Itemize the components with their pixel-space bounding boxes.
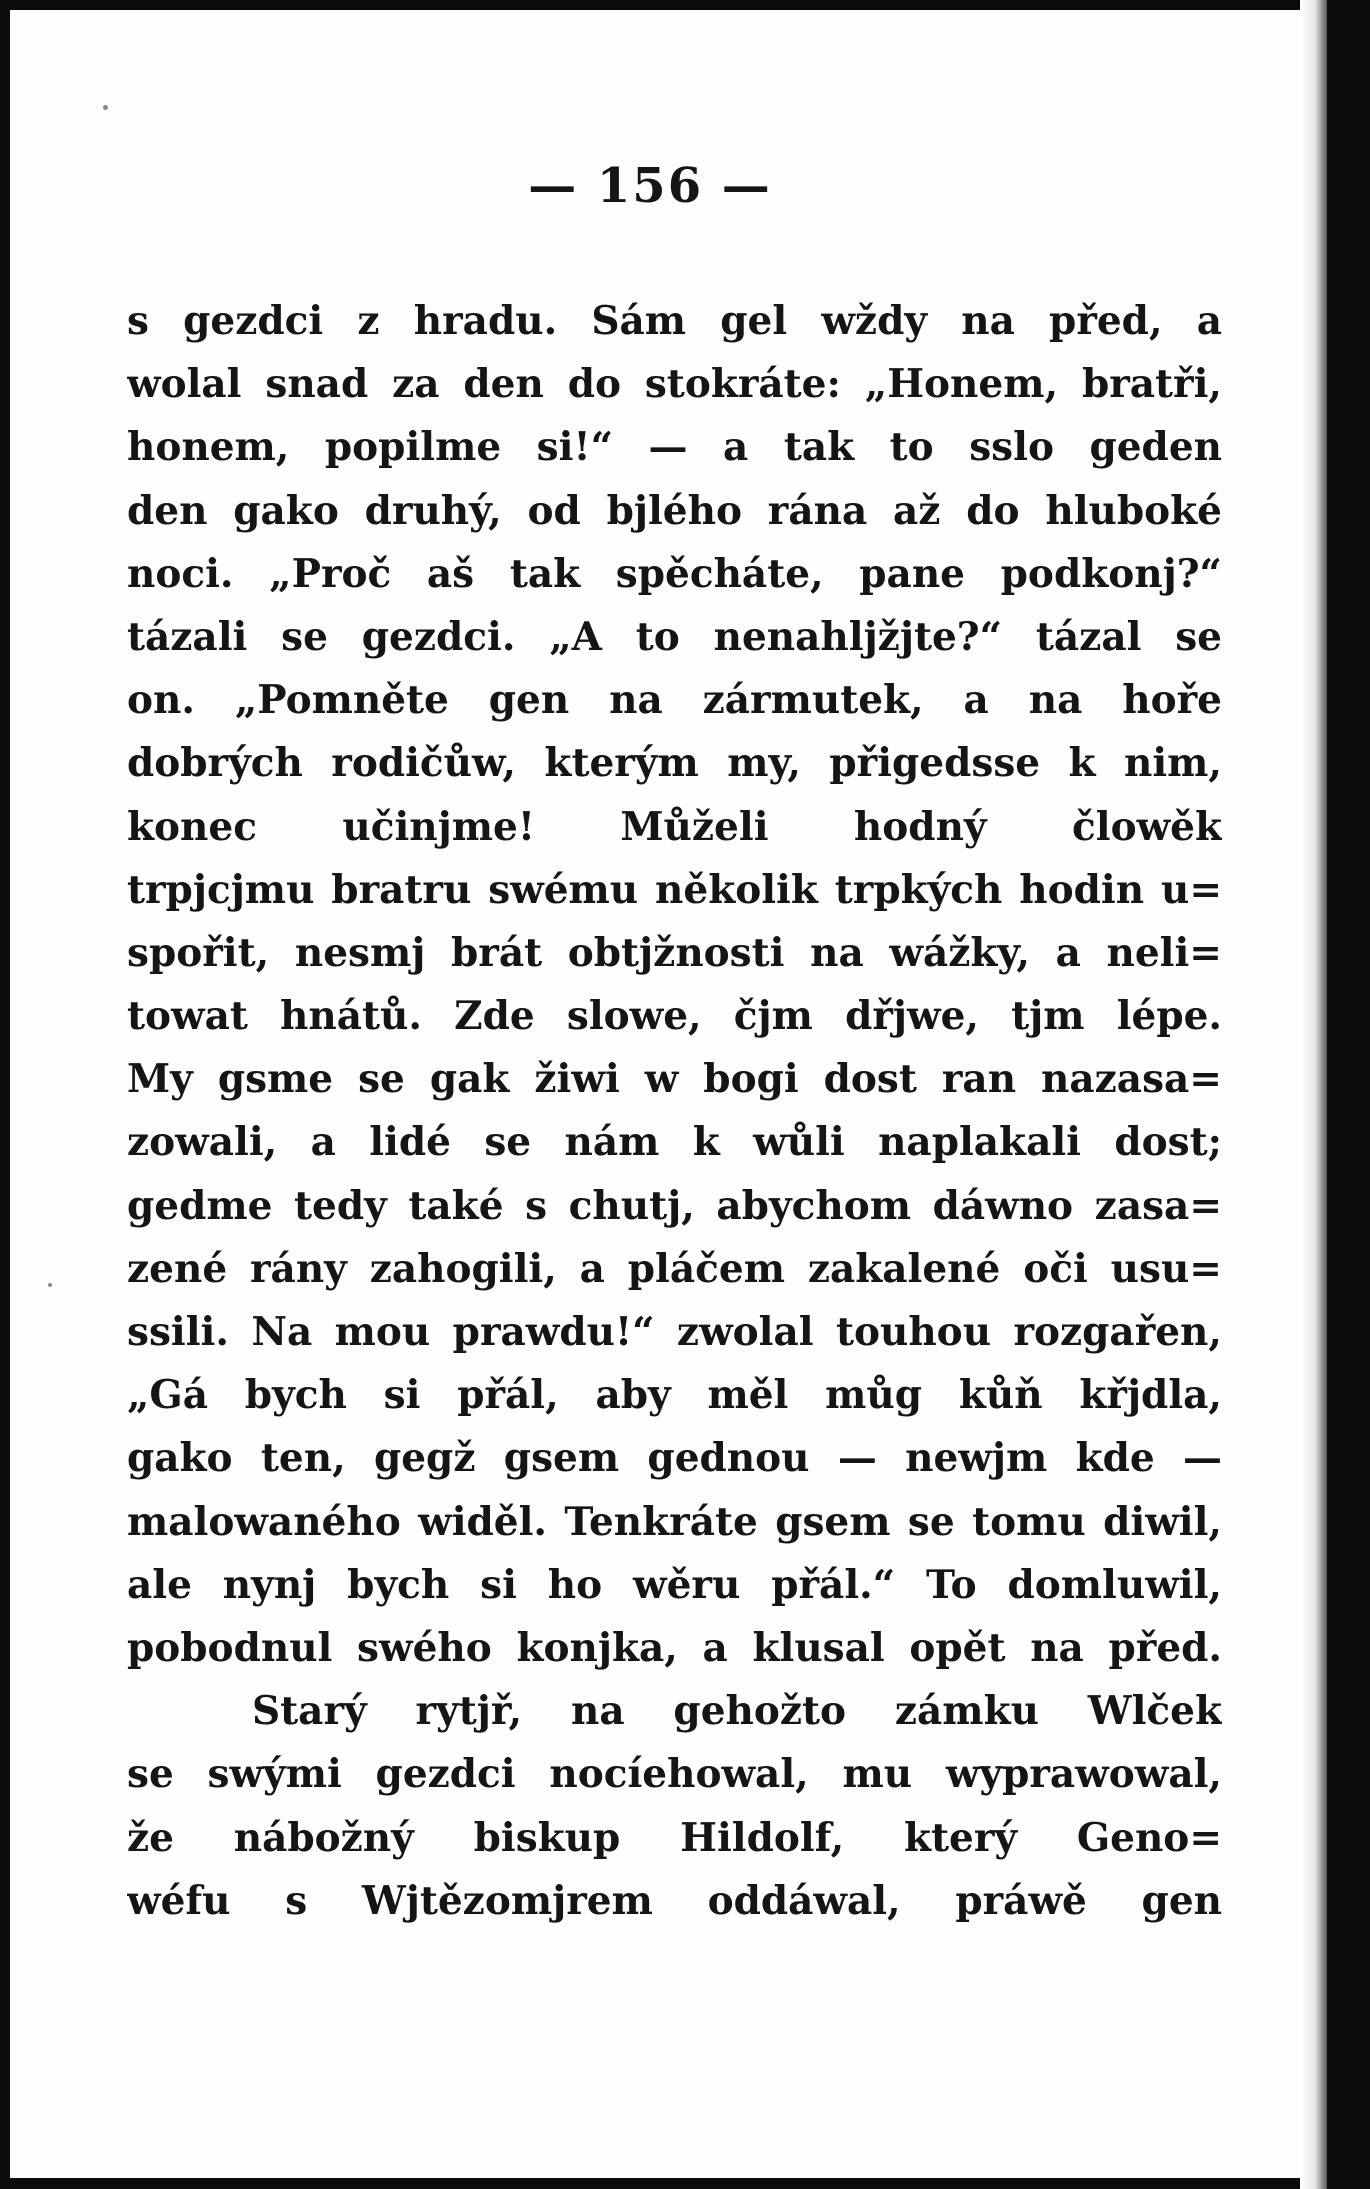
text-line: pobodnul swého konjka, a klusal opět na před. (127, 1624, 1222, 1671)
text-line: on. „Pomněte gen na zármutek, a na hoře (127, 677, 1222, 724)
page-number: — 156 — (528, 158, 772, 214)
text-line: konec učinjme! Můželi hodný člowěk (127, 803, 1222, 850)
text-line: Starý rytjř, na gehožto zámku Wlček (252, 1688, 1222, 1735)
body-text (127, 290, 1222, 1933)
text-line: tázali se gezdci. „A to nenahljžjte?“ tázal se (127, 613, 1222, 660)
text-line: malowaného widěl. Tenkráte gsem se tomu diwil, (127, 1498, 1222, 1545)
text-line: wéfu s Wjtězomjrem oddáwal, práwě gen (127, 1877, 1222, 1924)
text-line: ale nynj bych si ho wěru přál.“ To domluwil, (127, 1561, 1222, 1608)
scan-edge-right (1327, 0, 1370, 2189)
text-line: že nábožný biskup Hildolf, který Geno= (127, 1814, 1222, 1861)
text-line: zené rány zahogili, a pláčem zakalené oči usu= (127, 1245, 1222, 1292)
text-line: gedme tedy také s chutj, abychom dáwno zasa= (127, 1182, 1222, 1229)
text-line: „Gá bych si přál, aby měl můg kůň křjdla, (127, 1372, 1222, 1419)
text-line: s gezdci z hradu. Sám gel wždy na před, a (127, 298, 1222, 344)
text-line: den gako druhý, od bjlého rána až do hluboké (127, 487, 1222, 534)
text-line: honem, popilme si!“ — a tak to sslo geden (127, 424, 1222, 471)
scan-edge-top (0, 0, 1370, 10)
scan-edge-bottom (0, 2178, 1370, 2189)
page-gutter-shadow (1300, 0, 1327, 2189)
text-line: dobrých rodičůw, kterým my, přigedsse k nim, (127, 740, 1222, 787)
text-line: zowali, a lidé se nám k wůli naplakali dost; (127, 1119, 1222, 1166)
text-line: gako ten, gegž gsem gednou — newjm kde — (127, 1435, 1222, 1482)
paper-speck (103, 105, 108, 110)
text-line: se swými gezdci nocíehowal, mu wyprawowal, (127, 1751, 1222, 1798)
text-line: My gsme se gak žiwi w bogi dost ran nazasa= (127, 1056, 1222, 1103)
text-line: noci. „Proč aš tak spěcháte, pane podkonj?“ (127, 550, 1222, 597)
text-line: wolal snad za den do stokráte: „Honem, bratři, (127, 361, 1222, 408)
text-line: spořit, nesmj brát obtjžnosti na wážky, a neli= (127, 929, 1222, 976)
text-line: trpjcjmu bratru swému několik trpkých hodin u= (127, 866, 1222, 913)
text-line: ssili. Na mou prawdu!“ zwolal touhou rozgařen, (127, 1309, 1222, 1355)
scan-edge-left (0, 0, 10, 2189)
paper-speck (48, 1283, 52, 1287)
text-line: towat hnátů. Zde slowe, čjm dřjwe, tjm lépe. (127, 993, 1222, 1040)
